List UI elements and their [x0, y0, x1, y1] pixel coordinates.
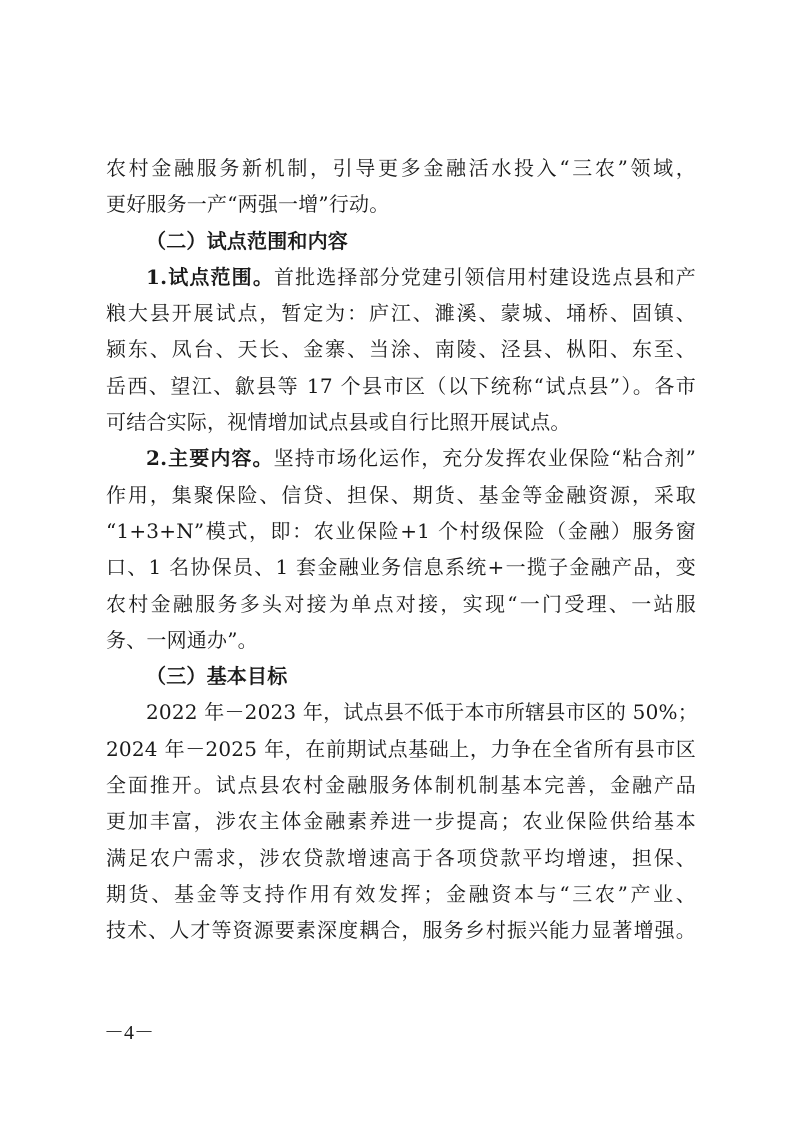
text-line: 颍东、凤台、天长、金寨、当涂、南陵、泾县、枞阳、东至、 — [106, 337, 696, 362]
paragraph-lead: 2.主要内容。 — [146, 446, 274, 471]
text-line: 2024 年－2025 年，在前期试点基础上，力争在全省所有县市区 — [106, 736, 696, 761]
section-heading: （三）基本目标 — [146, 664, 288, 689]
text-line: 满足农户需求，涉农贷款增速高于各项贷款平均增速，担保、 — [106, 845, 696, 870]
text-span: 首批选择部分党建引领信用村建设选点县和产 — [273, 264, 697, 289]
page-number: －4－ — [104, 1022, 154, 1044]
paragraph-basic-goals — [106, 694, 696, 948]
text-line: 可结合实际，视情增加试点县或自行比照开展试点。 — [106, 410, 571, 435]
text-line: 2022 年－2023 年，试点县不低于本市所辖县市区的 50%； — [146, 700, 698, 725]
text-line: 全面推开。试点县农村金融服务体制机制基本完善，金融产品 — [106, 773, 696, 798]
paragraph-lead: 1.试点范围。 — [146, 264, 274, 289]
text-span: 坚持市场化运作，充分发挥农业保险“粘合剂” — [273, 446, 696, 471]
text-line: 技术、人才等资源要素深度耦合，服务乡村振兴能力显著增强。 — [106, 918, 696, 943]
paragraph-pilot-scope — [106, 259, 696, 440]
text-line: 农村金融服务新机制，引导更多金融活水投入“三农”领域， — [106, 156, 696, 180]
text-line — [106, 440, 696, 476]
text-line: 更好服务一产“两强一增”行动。 — [106, 192, 390, 217]
text-line: “1+3+N”模式，即：农业保险+1 个村级保险（金融）服务窗 — [106, 518, 696, 543]
text-line: 作用，集聚保险、信贷、担保、期货、基金等金融资源，采取 — [106, 482, 696, 507]
text-line: 农村金融服务多头对接为单点对接，实现“一门受理、一站服 — [106, 591, 696, 616]
text-line: 更加丰富，涉农主体金融素养进一步提高；农业保险供给基本 — [106, 809, 696, 834]
paragraph-main-content — [106, 440, 696, 658]
text-line: 期货、基金等支持作用有效发挥；金融资本与“三农”产业、 — [106, 881, 696, 906]
text-line: 务、一网通办”。 — [106, 627, 258, 652]
section-heading: （二）试点范围和内容 — [146, 228, 348, 253]
text-line: 岳西、望江、歙县等 17 个县市区（以下统称“试点县”）。各市 — [106, 373, 696, 398]
text-line: 粮大县开展试点，暂定为：庐江、濉溪、蒙城、埇桥、固镇、 — [106, 301, 696, 326]
document-body — [106, 150, 696, 949]
text-line: 口、1 名协保员、1 套金融业务信息系统+一揽子金融产品，变 — [106, 555, 696, 580]
text-line — [106, 259, 696, 295]
paragraph-continuation — [106, 150, 696, 223]
